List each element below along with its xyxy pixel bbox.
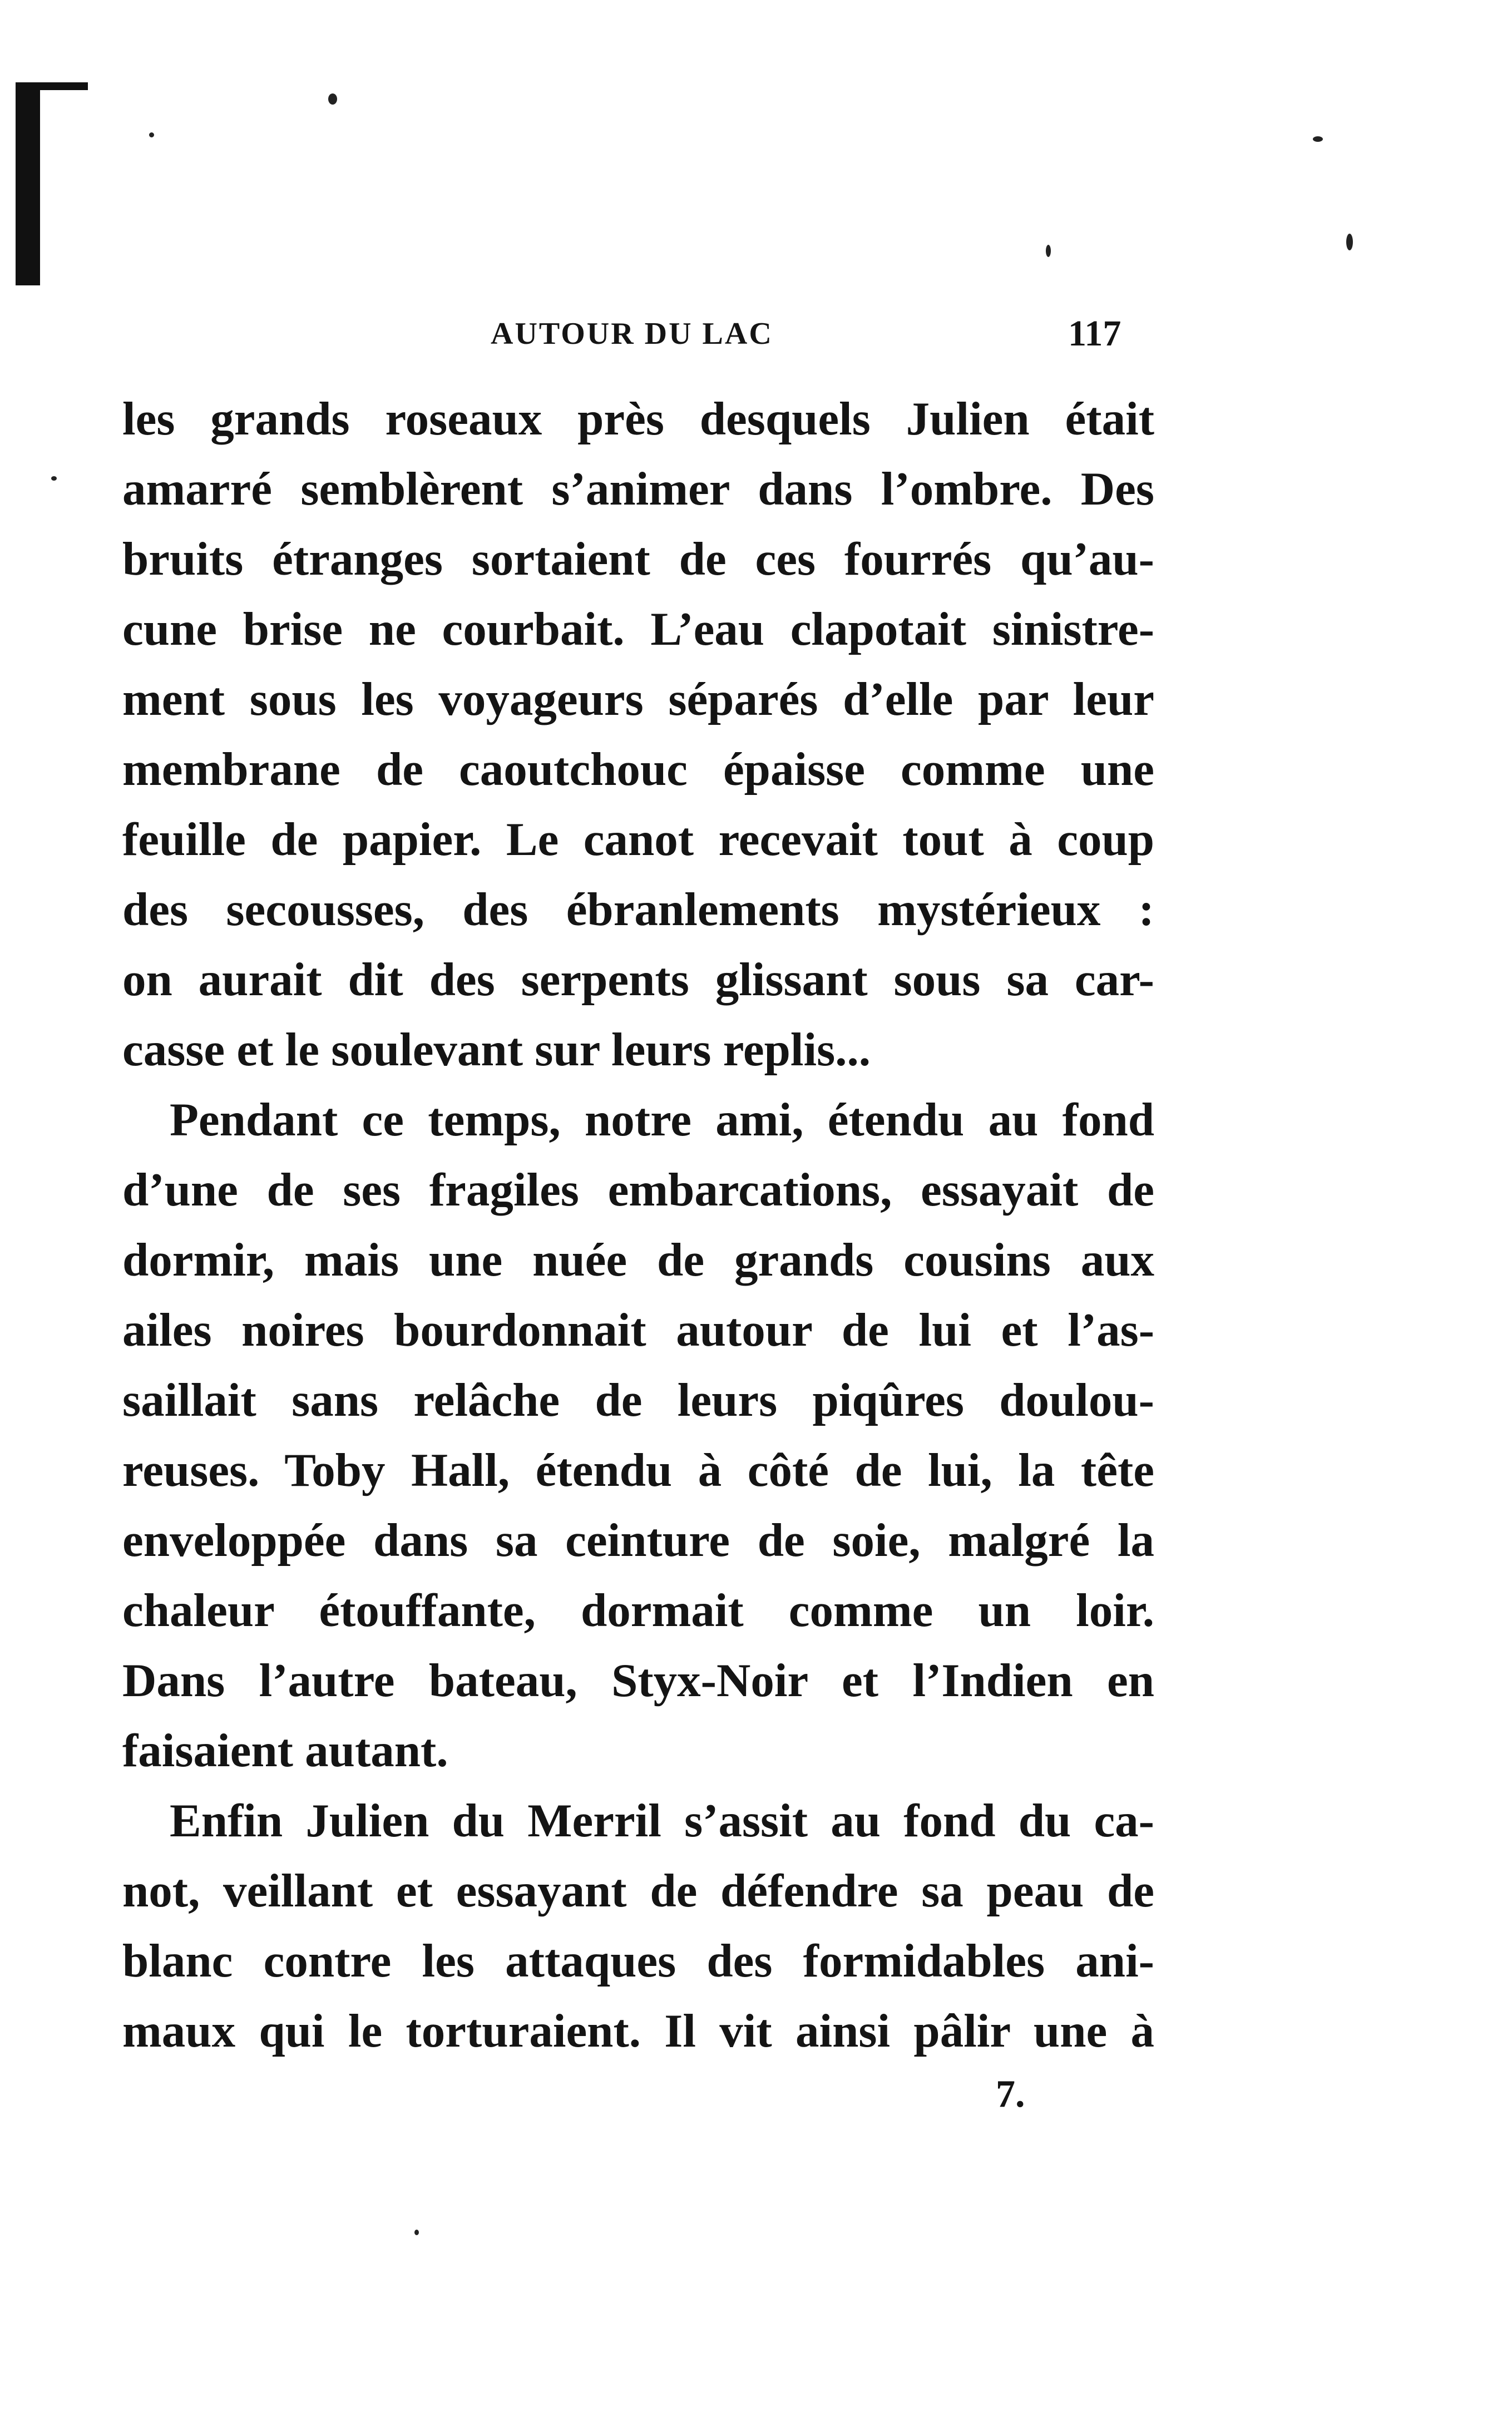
text-line: maux qui le torturaient. Il vit ainsi pâlir une à	[122, 2005, 1154, 2057]
scan-speck	[1046, 245, 1051, 257]
text-line: saillait sans relâche de leurs piqûres doulou-	[122, 1374, 1154, 1426]
text-line: enveloppée dans sa ceinture de soie, malgré la	[122, 1514, 1154, 1567]
text-line: bruits étranges sortaient de ces fourrés qu’au-	[122, 533, 1154, 585]
text-line: blanc contre les attaques des formidables ani-	[122, 1935, 1154, 1987]
scan-speck	[149, 132, 154, 137]
text-line: d’une de ses fragiles embarcations, essayait de	[122, 1164, 1154, 1216]
text-line: les grands roseaux près desquels Julien était	[122, 393, 1154, 445]
text-line: feuille de papier. Le canot recevait tout à coup	[122, 813, 1154, 866]
text-line: amarré semblèrent s’animer dans l’ombre. Des	[122, 463, 1154, 515]
scan-edge-bar	[16, 82, 40, 285]
text-line: not, veillant et essayant de défendre sa peau de	[122, 1865, 1154, 1917]
text-line: ailes noires bourdonnait autour de lui et l’as-	[122, 1304, 1154, 1356]
text-line: faisaient autant.	[122, 1725, 448, 1777]
scan-speck	[1346, 234, 1353, 250]
scan-edge-tick	[16, 82, 88, 90]
paragraph	[122, 1085, 1154, 1786]
text-line: casse et le soulevant sur leurs replis...	[122, 1024, 871, 1076]
text-line: des secousses, des ébranlements mystérieux :	[122, 883, 1154, 936]
scan-speck	[1313, 136, 1323, 142]
running-head-title: AUTOUR DU LAC	[491, 317, 773, 351]
text-line: reuses. Toby Hall, étendu à côté de lui, la tête	[122, 1444, 1154, 1496]
scan-speck	[414, 2230, 419, 2235]
scan-speck	[328, 93, 337, 105]
paragraph	[122, 1786, 1154, 2066]
text-line: Dans l’autre bateau, Styx-Noir et l’Indien en	[122, 1654, 1154, 1707]
text-line: cune brise ne courbait. L’eau clapotait sinistre-	[122, 603, 1154, 655]
paragraph	[122, 384, 1154, 1085]
text-line: Enfin Julien du Merril s’assit au fond du ca-	[170, 1795, 1154, 1847]
text-line: on aurait dit des serpents glissant sous sa car-	[122, 953, 1154, 1006]
text-line: ment sous les voyageurs séparés d’elle par leur	[122, 673, 1154, 725]
body-text	[122, 384, 1154, 2066]
text-line: Pendant ce temps, notre ami, étendu au fond	[170, 1094, 1154, 1146]
text-line: dormir, mais une nuée de grands cousins aux	[122, 1234, 1154, 1286]
text-line: chaleur étouffante, dormait comme un loir.	[122, 1584, 1154, 1637]
scan-speck	[51, 476, 57, 481]
running-head	[0, 313, 1512, 372]
text-line: membrane de caoutchouc épaisse comme une	[122, 743, 1154, 795]
signature-mark: 7.	[996, 2073, 1025, 2116]
page-number: 117	[1068, 313, 1121, 354]
